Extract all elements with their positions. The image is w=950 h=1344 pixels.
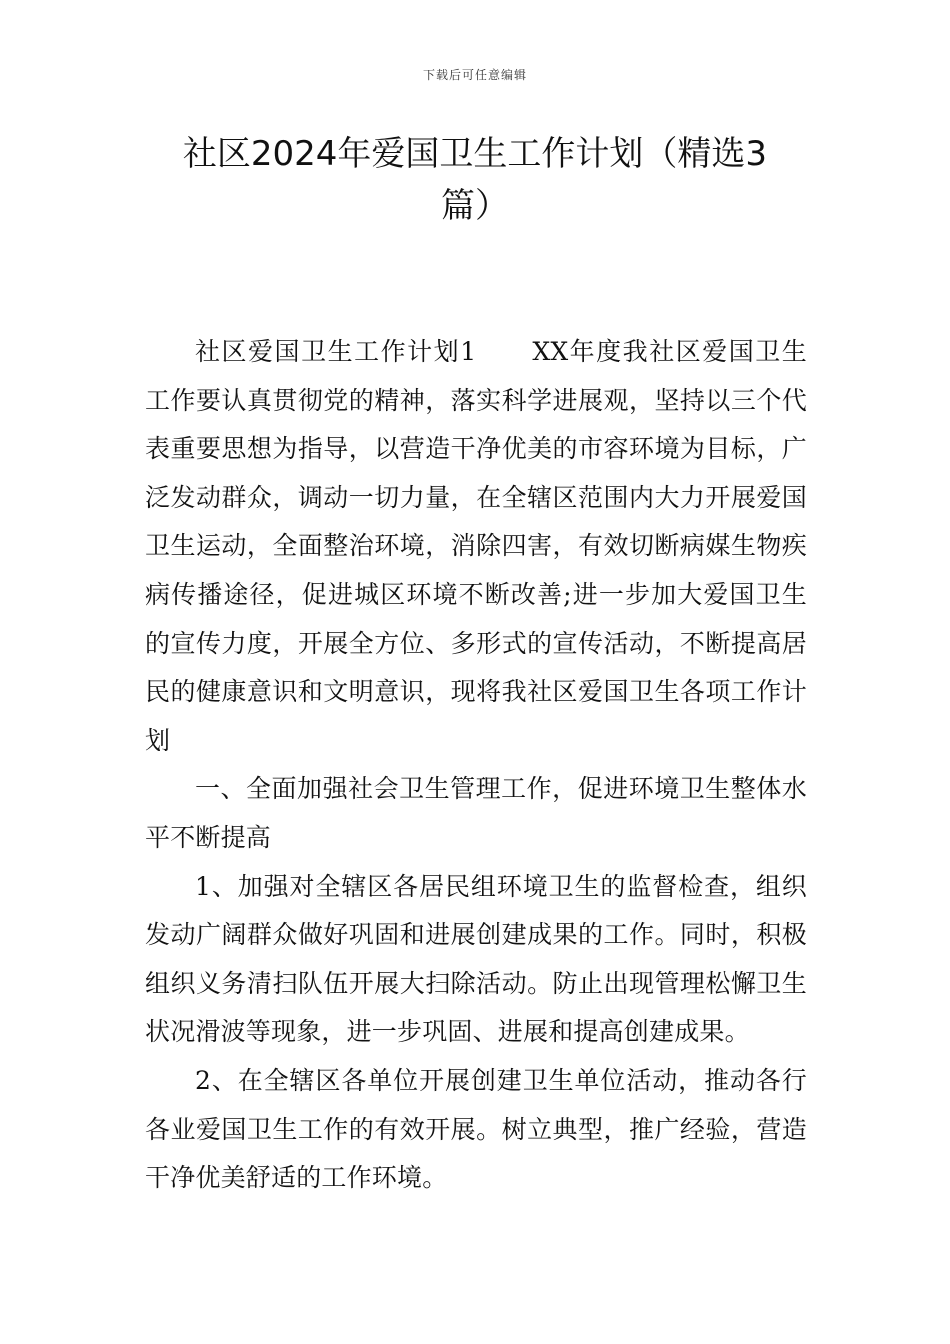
body-paragraph: 2、在全辖区各单位开展创建卫生单位活动，推动各行各业爱国卫生工作的有效开展。树立典型，推广经验，营造干净优美舒适的工作环境。: [145, 1065, 807, 1193]
intro-text: XX年度我社区爱国卫生工作要认真贯彻党的精神，落实科学进展观，坚持以三个代表重要思想为指导，以营造干净优美的市容环境为目标，广泛发动群众，调动一切力量，在全辖区范围内大力开展爱国卫生运动，全面整治环境，消除四害，有效切断病媒生物疾病传播途径，促进城区环境不断改善;进一步加大爱国卫生的宣传力度，开展全方位、多形式的宣传活动，不断提高居民的健康意识和文明意识，现将我社区爱国卫生各项工作计划: [145, 337, 808, 755]
section-heading: 社区爱国卫生工作计划1: [195, 337, 477, 366]
intro-paragraph: [145, 328, 807, 765]
header-note: 下载后可任意编辑: [422, 68, 527, 82]
body-paragraph: 一、全面加强社会卫生管理工作，促进环境卫生整体水平不断提高: [145, 774, 807, 852]
document-title: 社区2024年爱国卫生工作计划（精选3篇）: [182, 134, 768, 226]
document-body: [145, 328, 807, 1203]
body-paragraph: 1、加强对全辖区各居民组环境卫生的监督检查，组织发动广阔群众做好巩固和进展创建成果的工作。同时，积极组织义务清扫队伍开展大扫除活动。防止出现管理松懈卫生状况滑波等现象，进一步巩固、进展和提高创建成果。: [145, 871, 807, 1047]
